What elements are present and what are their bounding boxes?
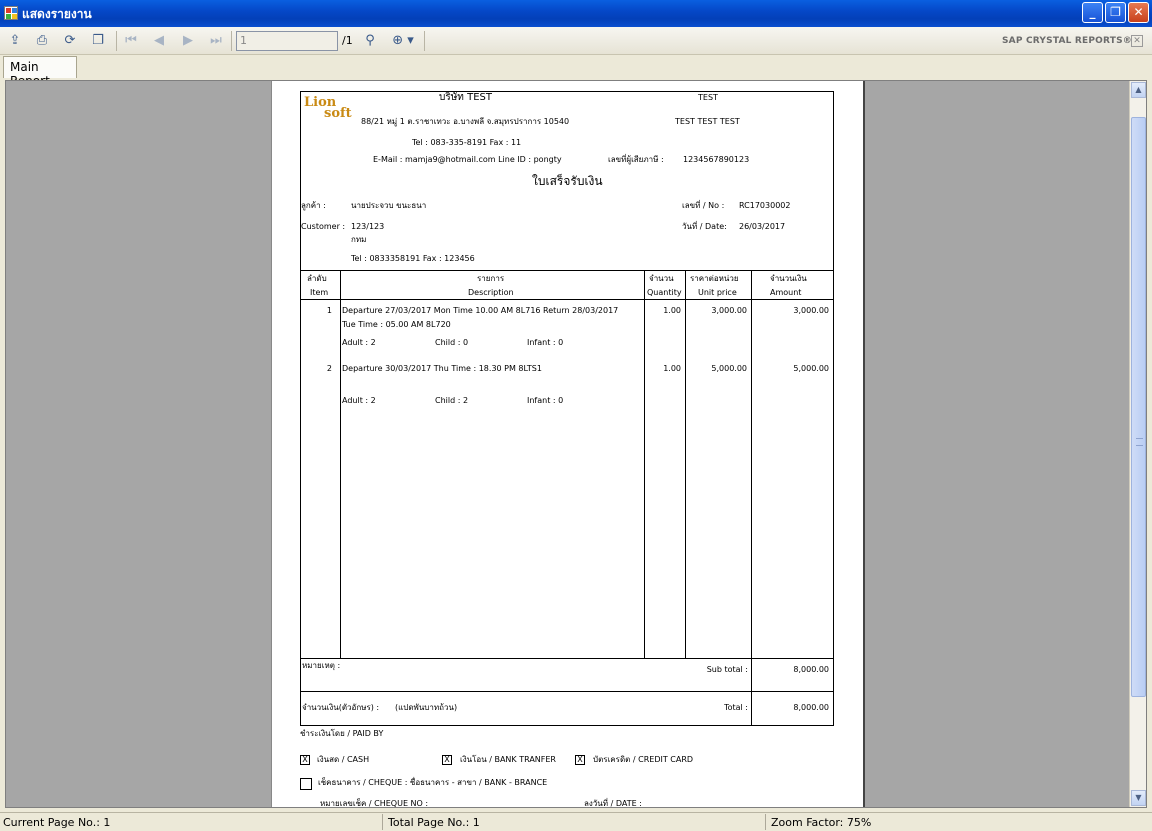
row-amount: 3,000.00: [793, 306, 829, 315]
brand-label: SAP CRYSTAL REPORTS®: [1002, 36, 1132, 46]
pay-cheque-label: เช็คธนาคาร / CHEQUE : ชื่อธนาคาร - สาขา / BANK - BRANCE: [318, 778, 548, 787]
cheque-no-label: หมายเลขเช็ค / CHEQUE NO :: [320, 799, 429, 808]
cash-checkbox: X: [300, 755, 310, 765]
total-label: Total :: [724, 703, 748, 712]
tab-strip: [0, 55, 1152, 79]
col-item-en: Item: [310, 288, 329, 297]
row-amount: 5,000.00: [793, 364, 829, 373]
row-description: Departure 27/03/2017 Mon Time 10.00 AM 8L716 Return 28/03/2017: [342, 306, 619, 315]
paid-by-label: ชำระเงินโดย / PAID BY: [300, 729, 384, 738]
status-bar: [0, 812, 1152, 831]
print-icon[interactable]: ⎙: [36, 33, 48, 48]
toolbar: [0, 27, 1152, 55]
col-desc-th: รายการ: [477, 274, 505, 283]
tab-main-report[interactable]: Main: [3, 56, 77, 78]
col-item-th: ลำดับ: [307, 274, 327, 283]
row-infant: Infant : 0: [527, 396, 564, 405]
refresh-icon[interactable]: ⟳: [64, 33, 76, 48]
row-adult: Adult : 2: [342, 338, 376, 347]
pay-transfer-label: เงินโอน / BANK TRANFER: [460, 755, 556, 764]
row-qty: 1.00: [663, 306, 681, 315]
tax-id-value: 1234567890123: [683, 155, 750, 164]
customer-address-1: 123/123: [351, 222, 385, 231]
previous-page-icon[interactable]: ◀: [154, 33, 164, 48]
company-tel-fax: Tel : 083-335-8191 Fax : 11: [412, 138, 522, 147]
doc-no-label: เลขที่ / No :: [682, 201, 725, 210]
toolbar-separator: [424, 31, 425, 51]
next-page-icon[interactable]: ▶: [183, 33, 193, 48]
customer-name: นายประจวบ ขนะธนา: [351, 201, 427, 210]
remark-label: หมายเหตุ :: [302, 661, 341, 670]
pay-credit-label: บัตรเครดิต / CREDIT CARD: [593, 755, 694, 764]
row-infant: Infant : 0: [527, 338, 564, 347]
total-page-status: Total Page No.: 1: [388, 816, 480, 829]
vertical-scrollbar[interactable]: [1129, 81, 1146, 807]
page-total-label: /1: [342, 34, 353, 47]
scroll-thumb[interactable]: [1131, 117, 1146, 697]
transfer-checkbox: X: [442, 755, 452, 765]
company-name: บริษัท TEST: [439, 92, 492, 103]
report-canvas[interactable]: [5, 80, 1147, 808]
date-value: 26/03/2017: [739, 222, 786, 231]
col-price-en: Unit price: [698, 288, 737, 297]
first-page-icon[interactable]: ⏮: [125, 33, 137, 48]
cheque-date-label: ลงวันที่ / DATE :: [584, 799, 642, 808]
tax-id-label: เลขที่ผู้เสียภาษี :: [608, 155, 664, 164]
customer-label-en: Customer :: [301, 222, 346, 231]
row-description: Departure 30/03/2017 Thu Time : 18.30 PM 8LTS1: [342, 364, 542, 373]
col-price-th: ราคาต่อหน่วย: [690, 274, 739, 283]
app-icon[interactable]: [4, 6, 18, 20]
find-text-icon[interactable]: ⚲: [365, 33, 375, 48]
export-icon[interactable]: ⇪: [9, 33, 21, 48]
customer-address-2: กทม: [351, 235, 367, 244]
toolbar-separator: [231, 31, 232, 51]
row-item: 1: [326, 306, 332, 315]
row-qty: 1.00: [663, 364, 681, 373]
current-page-status: Current Page No.: 1: [3, 816, 111, 829]
col-amount-en: Amount: [770, 288, 802, 297]
document-title: ใบเสร็จรับเงิน: [532, 174, 603, 188]
maximize-button[interactable]: ❐: [1105, 2, 1126, 23]
toolbar-separator: [116, 31, 117, 51]
amount-words-label: จำนวนเงิน(ตัวอักษร) :: [302, 703, 380, 712]
header-right-title: TEST: [698, 93, 718, 102]
row-item: 2: [326, 364, 332, 373]
title-bar: [0, 0, 1152, 27]
company-address: 88/21 หมู่ 1 ต.ราชาเทวะ อ.บางพลี จ.สมุทรปราการ 10540: [361, 117, 570, 126]
row-price: 3,000.00: [711, 306, 747, 315]
header-right-subtitle: TEST TEST TEST: [675, 117, 740, 126]
row-price: 5,000.00: [711, 364, 747, 373]
row-child: Child : 0: [435, 338, 469, 347]
col-qty-en: Quantity: [647, 288, 682, 297]
zoom-factor-status: Zoom Factor: 75%: [771, 816, 872, 829]
subtotal-value: 8,000.00: [793, 665, 829, 674]
amount-words-value: (แปดพันบาทถ้วน): [395, 703, 458, 712]
credit-card-checkbox: X: [575, 755, 585, 765]
col-amount-th: จำนวนเงิน: [770, 274, 807, 283]
doc-no-value: RC17030002: [739, 201, 791, 210]
subtotal-label: Sub total :: [706, 665, 748, 674]
customer-contact: Tel : 0833358191 Fax : 123456: [351, 254, 475, 263]
window-title: แสดงรายงาน: [22, 7, 92, 21]
page-number-input[interactable]: 1: [236, 31, 338, 51]
col-desc-en: Description: [468, 288, 514, 297]
last-page-icon[interactable]: ⏭: [210, 33, 222, 48]
customer-label-th: ลูกค้า :: [301, 201, 326, 210]
toggle-group-tree-icon[interactable]: ❐: [92, 33, 104, 48]
col-qty-th: จำนวน: [649, 274, 674, 283]
company-email: E-Mail : mamja9@hotmail.com Line ID : pongty: [373, 155, 562, 164]
scroll-down-icon[interactable]: ▼: [1131, 790, 1146, 806]
scroll-up-icon[interactable]: ▲: [1131, 82, 1146, 98]
total-value: 8,000.00: [793, 703, 829, 712]
date-label: วันที่ / Date:: [682, 222, 727, 231]
company-logo: Lion soft: [304, 95, 352, 121]
row-child: Child : 2: [435, 396, 469, 405]
minimize-button[interactable]: _: [1082, 2, 1103, 23]
zoom-icon[interactable]: ⊕ ▾: [392, 33, 414, 48]
cheque-checkbox: [300, 778, 312, 790]
row-description-2: Tue Time : 05.00 AM 8L720: [342, 320, 451, 329]
close-button[interactable]: ✕: [1128, 2, 1149, 23]
report-page: [271, 81, 865, 808]
pay-cash-label: เงินสด / CASH: [317, 755, 370, 764]
row-adult: Adult : 2: [342, 396, 376, 405]
close-view-icon[interactable]: ✕: [1131, 35, 1143, 47]
